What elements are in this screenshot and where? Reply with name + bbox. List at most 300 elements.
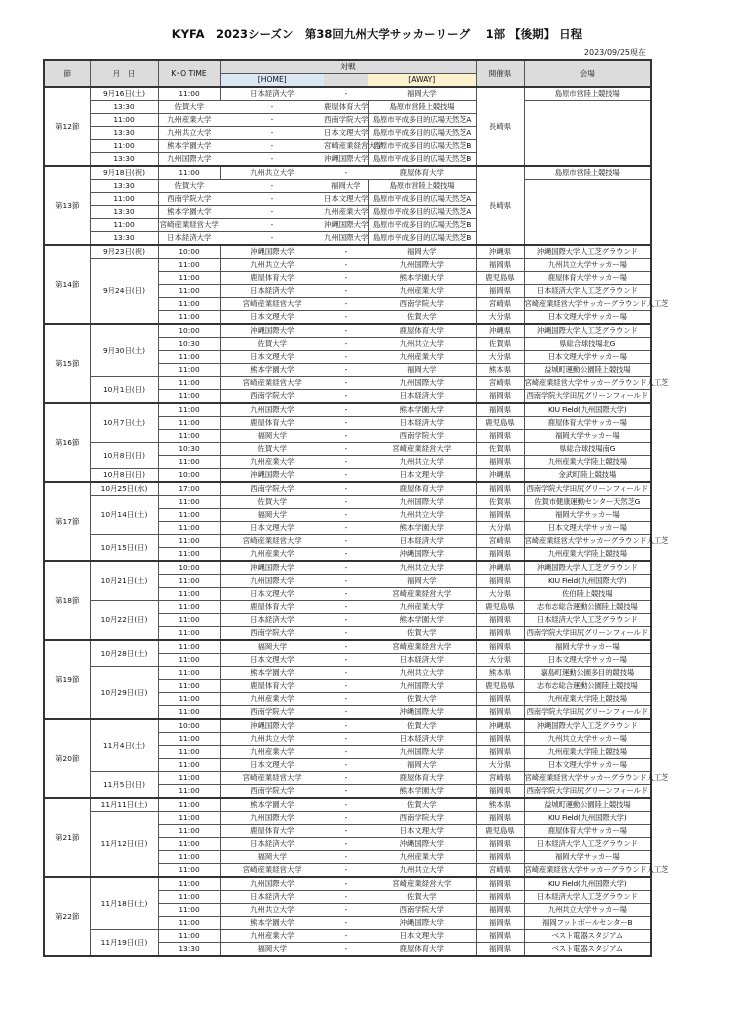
away-team: 九州共立大学 <box>368 456 476 469</box>
prefecture: 大分県 <box>476 311 524 325</box>
vs-separator: - <box>324 285 368 298</box>
match-date: 10月29日(日) <box>90 667 158 720</box>
home-team: 熊本学園大学 <box>158 140 220 153</box>
kickoff-time: 11:00 <box>158 733 220 746</box>
vs-separator: - <box>220 153 324 167</box>
match-row <box>44 101 651 114</box>
home-team: 熊本学園大学 <box>220 917 324 930</box>
venue: 日本経済大学人工芝グラウンド <box>524 614 651 627</box>
home-team: 西南学院大学 <box>158 193 220 206</box>
header-prefecture: 開催県 <box>476 60 524 87</box>
prefecture: 沖縄県 <box>476 719 524 733</box>
venue: 金武町陸上競技場 <box>524 469 651 483</box>
home-team: 福岡大学 <box>220 430 324 443</box>
prefecture: 福岡県 <box>476 904 524 917</box>
match-row <box>44 667 651 680</box>
away-team: 日本文理大学 <box>368 825 476 838</box>
kickoff-time: 11:00 <box>158 680 220 693</box>
away-team: 熊本学園大学 <box>368 403 476 417</box>
kickoff-time: 11:00 <box>158 417 220 430</box>
home-team: 沖縄国際大学 <box>220 561 324 575</box>
prefecture: 沖縄県 <box>476 561 524 575</box>
kickoff-time: 13:30 <box>90 180 158 193</box>
home-team: 佐賀大学 <box>220 338 324 351</box>
match-date: 11月19日(日) <box>90 930 158 957</box>
home-team: 日本経済大学 <box>220 285 324 298</box>
home-team: 九州国際大学 <box>158 153 220 167</box>
home-team: 宮崎産業経営大学 <box>220 864 324 878</box>
prefecture: 鹿児島県 <box>476 272 524 285</box>
venue: 西南学院大学田尻グリーンフィールド <box>524 390 651 404</box>
prefecture: 大分県 <box>476 351 524 364</box>
vs-separator: - <box>324 496 368 509</box>
vs-separator: - <box>324 575 368 588</box>
away-team: 福岡大学 <box>324 180 368 193</box>
away-team: 日本経済大学 <box>368 733 476 746</box>
away-team: 福岡大学 <box>368 87 476 101</box>
away-team: 日本経済大学 <box>368 417 476 430</box>
venue: 九州共立大学サッカー場 <box>524 904 651 917</box>
vs-separator: - <box>324 930 368 943</box>
venue: 宮崎産業経営大学サッカーグラウンド人工芝 <box>524 377 651 390</box>
home-team: 熊本学園大学 <box>220 667 324 680</box>
venue: ベスト電器スタジアム <box>524 943 651 957</box>
header-date: 月 日 <box>90 60 158 87</box>
match-date: 9月23日(祝) <box>90 245 158 259</box>
kickoff-time: 11:00 <box>158 601 220 614</box>
prefecture: 福岡県 <box>476 390 524 404</box>
away-team: 福岡大学 <box>368 364 476 377</box>
kickoff-time: 11:00 <box>158 166 220 180</box>
home-team: 沖縄国際大学 <box>220 469 324 483</box>
prefecture: 大分県 <box>476 588 524 601</box>
kickoff-time: 10:00 <box>158 245 220 259</box>
kickoff-time: 11:00 <box>158 772 220 785</box>
section-label: 第21節 <box>44 798 90 877</box>
vs-separator: - <box>324 772 368 785</box>
prefecture: 福岡県 <box>476 259 524 272</box>
prefecture: 福岡県 <box>476 456 524 469</box>
away-team: 宮崎産業経営大学 <box>368 877 476 891</box>
away-team: 日本経済大学 <box>368 390 476 404</box>
prefecture: 福岡県 <box>476 812 524 825</box>
away-team: 鹿屋体育大学 <box>368 772 476 785</box>
match-row <box>44 377 651 390</box>
kickoff-time: 11:00 <box>158 640 220 654</box>
vs-separator: - <box>324 166 368 180</box>
venue: 日本文理大学サッカー場 <box>524 759 651 772</box>
prefecture: 熊本県 <box>476 798 524 812</box>
home-team: 西南学院大学 <box>220 482 324 496</box>
home-team: 佐賀大学 <box>220 443 324 456</box>
vs-separator: - <box>324 864 368 878</box>
match-date: 10月8日(日) <box>90 443 158 469</box>
venue: 日本文理大学サッカー場 <box>524 351 651 364</box>
away-team: 日本経済大学 <box>368 535 476 548</box>
prefecture: 福岡県 <box>476 403 524 417</box>
prefecture: 福岡県 <box>476 430 524 443</box>
venue: 九州産業大学陸上競技場 <box>524 548 651 562</box>
vs-separator: - <box>324 87 368 101</box>
vs-separator: - <box>324 706 368 720</box>
venue: 県総合球技場南G <box>524 443 651 456</box>
kickoff-time: 11:00 <box>158 798 220 812</box>
kickoff-time: 11:00 <box>158 535 220 548</box>
vs-separator: - <box>324 733 368 746</box>
home-team: 鹿屋体育大学 <box>220 601 324 614</box>
kickoff-time: 13:30 <box>90 232 158 246</box>
match-date: 11月5日(日) <box>90 772 158 799</box>
vs-separator: - <box>324 535 368 548</box>
prefecture: 宮崎県 <box>476 535 524 548</box>
vs-separator: - <box>324 338 368 351</box>
home-team: 九州共立大学 <box>220 259 324 272</box>
prefecture: 鹿児島県 <box>476 417 524 430</box>
home-team: 日本文理大学 <box>220 654 324 667</box>
vs-separator: - <box>324 812 368 825</box>
away-team: 佐賀大学 <box>368 311 476 325</box>
prefecture: 福岡県 <box>476 614 524 627</box>
match-row <box>44 166 651 180</box>
home-team: 日本文理大学 <box>220 588 324 601</box>
kickoff-time: 11:00 <box>158 904 220 917</box>
away-team: 宮崎産業経営大学 <box>368 443 476 456</box>
kickoff-time: 13:30 <box>90 206 158 219</box>
match-row <box>44 719 651 733</box>
home-team: 九州国際大学 <box>220 403 324 417</box>
away-team: 宮崎産業経営大学 <box>368 640 476 654</box>
venue: KIU Field(九州国際大学) <box>524 877 651 891</box>
section-label: 第22節 <box>44 877 90 956</box>
venue: 九州産業大学陸上競技場 <box>524 693 651 706</box>
match-row <box>44 324 651 338</box>
venue: 島原市平成多目的広場天然芝B <box>368 153 476 167</box>
away-team: 九州共立大学 <box>368 338 476 351</box>
home-team: 九州産業大学 <box>220 746 324 759</box>
header-section: 節 <box>44 60 90 87</box>
home-team: 九州産業大学 <box>220 693 324 706</box>
match-date: 10月25日(水) <box>90 482 158 496</box>
prefecture: 福岡県 <box>476 640 524 654</box>
venue: 県総合球技場北G <box>524 338 651 351</box>
vs-separator: - <box>324 798 368 812</box>
home-team: 日本文理大学 <box>220 522 324 535</box>
away-team: 沖縄国際大学 <box>368 917 476 930</box>
away-team: 熊本学園大学 <box>368 522 476 535</box>
kickoff-time: 11:00 <box>158 285 220 298</box>
prefecture: 宮崎県 <box>476 864 524 878</box>
match-row <box>44 798 651 812</box>
venue: 宮崎産業経営大学サッカーグラウンド人工芝 <box>524 772 651 785</box>
match-row <box>44 219 651 232</box>
vs-separator: - <box>220 180 324 193</box>
match-row <box>44 259 651 272</box>
header-away: [AWAY] <box>368 74 476 88</box>
venue: 島原市営陸上競技場 <box>368 101 476 114</box>
away-team: 九州国際大学 <box>368 496 476 509</box>
prefecture: 福岡県 <box>476 548 524 562</box>
vs-separator: - <box>324 469 368 483</box>
venue: 鹿屋体育大学サッカー場 <box>524 825 651 838</box>
kickoff-time: 11:00 <box>158 430 220 443</box>
prefecture: 福岡県 <box>476 482 524 496</box>
venue: 島原市平成多目的広場天然芝B <box>368 219 476 232</box>
away-team: 沖縄国際大学 <box>368 548 476 562</box>
kickoff-time: 11:00 <box>158 272 220 285</box>
away-team: 西南学院大学 <box>368 812 476 825</box>
home-team: 佐賀大学 <box>220 496 324 509</box>
venue: 鹿屋体育大学サッカー場 <box>524 417 651 430</box>
kickoff-time: 10:00 <box>158 561 220 575</box>
vs-separator: - <box>324 719 368 733</box>
match-date: 11月18日(土) <box>90 877 158 930</box>
away-team: 鹿屋体育大学 <box>368 943 476 957</box>
home-team: 九州共立大学 <box>158 127 220 140</box>
away-team: 福岡大学 <box>368 759 476 772</box>
kickoff-time: 10:00 <box>158 324 220 338</box>
kickoff-time: 13:30 <box>90 127 158 140</box>
venue: 福岡フットボールセンターB <box>524 917 651 930</box>
header-kickoff: K･O TIME <box>158 60 220 87</box>
match-date: 11月11日(土) <box>90 798 158 812</box>
away-team: 西南学院大学 <box>368 298 476 311</box>
home-team: 日本経済大学 <box>220 838 324 851</box>
venue: 福岡大学サッカー場 <box>524 430 651 443</box>
vs-separator: - <box>324 245 368 259</box>
home-team: 日本文理大学 <box>220 759 324 772</box>
away-team: 佐賀大学 <box>368 891 476 904</box>
match-date: 10月7日(土) <box>90 403 158 443</box>
page-title: KYFA 2023シーズン 第38回九州大学サッカーリーグ 1部 【後期】 日程 <box>171 27 583 41</box>
prefecture: 鹿児島県 <box>476 601 524 614</box>
vs-separator: - <box>324 390 368 404</box>
away-team: 西南学院大学 <box>368 430 476 443</box>
prefecture: 福岡県 <box>476 877 524 891</box>
vs-separator: - <box>324 680 368 693</box>
vs-separator: - <box>220 232 324 246</box>
kickoff-time: 11:00 <box>158 548 220 562</box>
home-team: 九州共立大学 <box>220 733 324 746</box>
match-row <box>44 482 651 496</box>
kickoff-time: 11:00 <box>158 785 220 799</box>
kickoff-time: 13:30 <box>90 153 158 167</box>
schedule-table <box>43 59 669 957</box>
venue: 益城町運動公園陸上競技場 <box>524 798 651 812</box>
prefecture: 福岡県 <box>476 627 524 641</box>
venue: 志布志総合運動公園陸上競技場 <box>524 601 651 614</box>
venue: 島原市平成多目的広場天然芝A <box>368 114 476 127</box>
prefecture: 福岡県 <box>476 891 524 904</box>
prefecture: 宮崎県 <box>476 772 524 785</box>
home-team: 日本文理大学 <box>220 311 324 325</box>
venue: 島原市平成多目的広場天然芝A <box>368 206 476 219</box>
vs-separator: - <box>324 561 368 575</box>
away-team: 日本文理大学 <box>324 193 368 206</box>
vs-separator: - <box>324 601 368 614</box>
away-team: 宮崎産業経営大学 <box>324 140 368 153</box>
venue: 沖縄国際大学人工芝グラウンド <box>524 719 651 733</box>
prefecture: 沖縄県 <box>476 469 524 483</box>
vs-separator: - <box>324 746 368 759</box>
vs-separator: - <box>324 522 368 535</box>
vs-separator: - <box>220 206 324 219</box>
kickoff-time: 11:00 <box>158 667 220 680</box>
vs-separator: - <box>324 377 368 390</box>
away-team: 佐賀大学 <box>368 627 476 641</box>
home-team: 日本経済大学 <box>220 614 324 627</box>
venue: 九州共立大学サッカー場 <box>524 259 651 272</box>
prefecture: 宮崎県 <box>476 377 524 390</box>
vs-separator: - <box>324 891 368 904</box>
vs-separator: - <box>220 219 324 232</box>
away-team: 沖縄国際大学 <box>368 838 476 851</box>
prefecture: 福岡県 <box>476 838 524 851</box>
kickoff-time: 11:00 <box>158 364 220 377</box>
kickoff-time: 11:00 <box>90 219 158 232</box>
kickoff-time: 11:00 <box>158 825 220 838</box>
vs-separator: - <box>324 403 368 417</box>
home-team: 佐賀大学 <box>158 101 220 114</box>
home-team: 西南学院大学 <box>220 627 324 641</box>
venue: 島原市平成多目的広場天然芝A <box>368 127 476 140</box>
kickoff-time: 11:00 <box>158 706 220 720</box>
kickoff-time: 11:00 <box>158 812 220 825</box>
vs-separator: - <box>220 114 324 127</box>
vs-separator: - <box>324 667 368 680</box>
venue: 宮崎産業経営大学サッカーグラウンド人工芝 <box>524 535 651 548</box>
kickoff-time: 11:00 <box>158 759 220 772</box>
prefecture: 大分県 <box>476 759 524 772</box>
vs-separator: - <box>324 417 368 430</box>
prefecture: 宮崎県 <box>476 298 524 311</box>
kickoff-time: 11:00 <box>158 575 220 588</box>
match-row <box>44 232 651 246</box>
vs-separator: - <box>324 588 368 601</box>
prefecture: 沖縄県 <box>476 324 524 338</box>
vs-separator: - <box>220 127 324 140</box>
away-team: 福岡大学 <box>368 245 476 259</box>
vs-separator: - <box>324 943 368 957</box>
kickoff-time: 11:00 <box>158 456 220 469</box>
venue: 宮崎産業経営大学サッカーグラウンド人工芝 <box>524 298 651 311</box>
venue: 西南学院大学田尻グリーンフィールド <box>524 482 651 496</box>
kickoff-time: 11:00 <box>158 614 220 627</box>
venue: ベスト電器スタジアム <box>524 930 651 943</box>
away-team: 佐賀大学 <box>368 798 476 812</box>
kickoff-time: 11:00 <box>158 693 220 706</box>
away-team: 九州産業大学 <box>368 851 476 864</box>
venue: 島原市平成多目的広場天然芝B <box>368 232 476 246</box>
prefecture: 長崎県 <box>476 87 524 166</box>
section-label: 第14節 <box>44 245 90 324</box>
prefecture: 長崎県 <box>476 166 524 245</box>
home-team: 福岡大学 <box>220 509 324 522</box>
vs-separator: - <box>324 351 368 364</box>
vs-separator: - <box>324 851 368 864</box>
match-row <box>44 127 651 140</box>
venue: 志布志総合運動公園陸上競技場 <box>524 680 651 693</box>
kickoff-time: 11:00 <box>158 390 220 404</box>
match-row <box>44 403 651 417</box>
kickoff-time: 11:00 <box>158 351 220 364</box>
match-date: 10月8日(日) <box>90 469 158 483</box>
away-team: 福岡大学 <box>368 575 476 588</box>
vs-separator: - <box>324 364 368 377</box>
kickoff-time: 17:00 <box>158 482 220 496</box>
kickoff-time: 11:00 <box>90 140 158 153</box>
home-team: 九州産業大学 <box>220 930 324 943</box>
vs-separator: - <box>220 193 324 206</box>
prefecture: 鹿児島県 <box>476 680 524 693</box>
kickoff-time: 11:00 <box>158 851 220 864</box>
venue: 鹿屋体育大学サッカー場 <box>524 272 651 285</box>
home-team: 宮崎産業経営大学 <box>220 535 324 548</box>
away-team: 九州産業大学 <box>368 285 476 298</box>
kickoff-time: 11:00 <box>158 403 220 417</box>
home-team: 日本文理大学 <box>220 351 324 364</box>
vs-separator: - <box>324 614 368 627</box>
prefecture: 福岡県 <box>476 746 524 759</box>
venue: KIU Field(九州国際大学) <box>524 403 651 417</box>
kickoff-time: 11:00 <box>158 627 220 641</box>
away-team: 日本文理大学 <box>368 469 476 483</box>
venue: 九州共立大学サッカー場 <box>524 733 651 746</box>
kickoff-time: 11:00 <box>158 588 220 601</box>
prefecture: 福岡県 <box>476 285 524 298</box>
kickoff-time: 11:00 <box>158 746 220 759</box>
home-team: 九州産業大学 <box>220 548 324 562</box>
home-team: 宮崎産業経営大学 <box>220 772 324 785</box>
away-team: 九州産業大学 <box>324 206 368 219</box>
match-date: 9月30日(土) <box>90 324 158 377</box>
venue: 日本文理大学サッカー場 <box>524 311 651 325</box>
match-row <box>44 193 651 206</box>
venue: 宮崎産業経営大学サッカーグラウンド人工芝 <box>524 864 651 878</box>
home-team: 熊本学園大学 <box>158 206 220 219</box>
home-team: 沖縄国際大学 <box>220 324 324 338</box>
venue: 日本文理大学サッカー場 <box>524 522 651 535</box>
prefecture: 大分県 <box>476 654 524 667</box>
kickoff-time: 13:30 <box>90 101 158 114</box>
kickoff-time: 11:00 <box>158 891 220 904</box>
venue: 西南学院大学田尻グリーンフィールド <box>524 706 651 720</box>
venue: 日本経済大学人工芝グラウンド <box>524 838 651 851</box>
prefecture: 鹿児島県 <box>476 825 524 838</box>
away-team: 九州産業大学 <box>368 601 476 614</box>
home-team: 宮崎産業経営大学 <box>220 298 324 311</box>
vs-separator: - <box>324 904 368 917</box>
match-row <box>44 930 651 943</box>
prefecture: 熊本県 <box>476 667 524 680</box>
venue: 佐伯陸上競技場 <box>524 588 651 601</box>
match-row <box>44 877 651 891</box>
away-team: 日本文理大学 <box>324 127 368 140</box>
home-team: 日本経済大学 <box>158 232 220 246</box>
match-row <box>44 812 651 825</box>
home-team: 福岡大学 <box>220 851 324 864</box>
vs-separator: - <box>324 877 368 891</box>
home-team: 九州共立大学 <box>220 166 324 180</box>
vs-separator: - <box>324 640 368 654</box>
header-vs-blank <box>324 74 368 88</box>
match-date: 11月12日(日) <box>90 812 158 878</box>
venue: 日本文理大学サッカー場 <box>524 654 651 667</box>
home-team: 鹿屋体育大学 <box>220 272 324 285</box>
home-team: 日本経済大学 <box>220 87 324 101</box>
home-team: 鹿屋体育大学 <box>220 680 324 693</box>
match-row <box>44 496 651 509</box>
home-team: 鹿屋体育大学 <box>220 825 324 838</box>
